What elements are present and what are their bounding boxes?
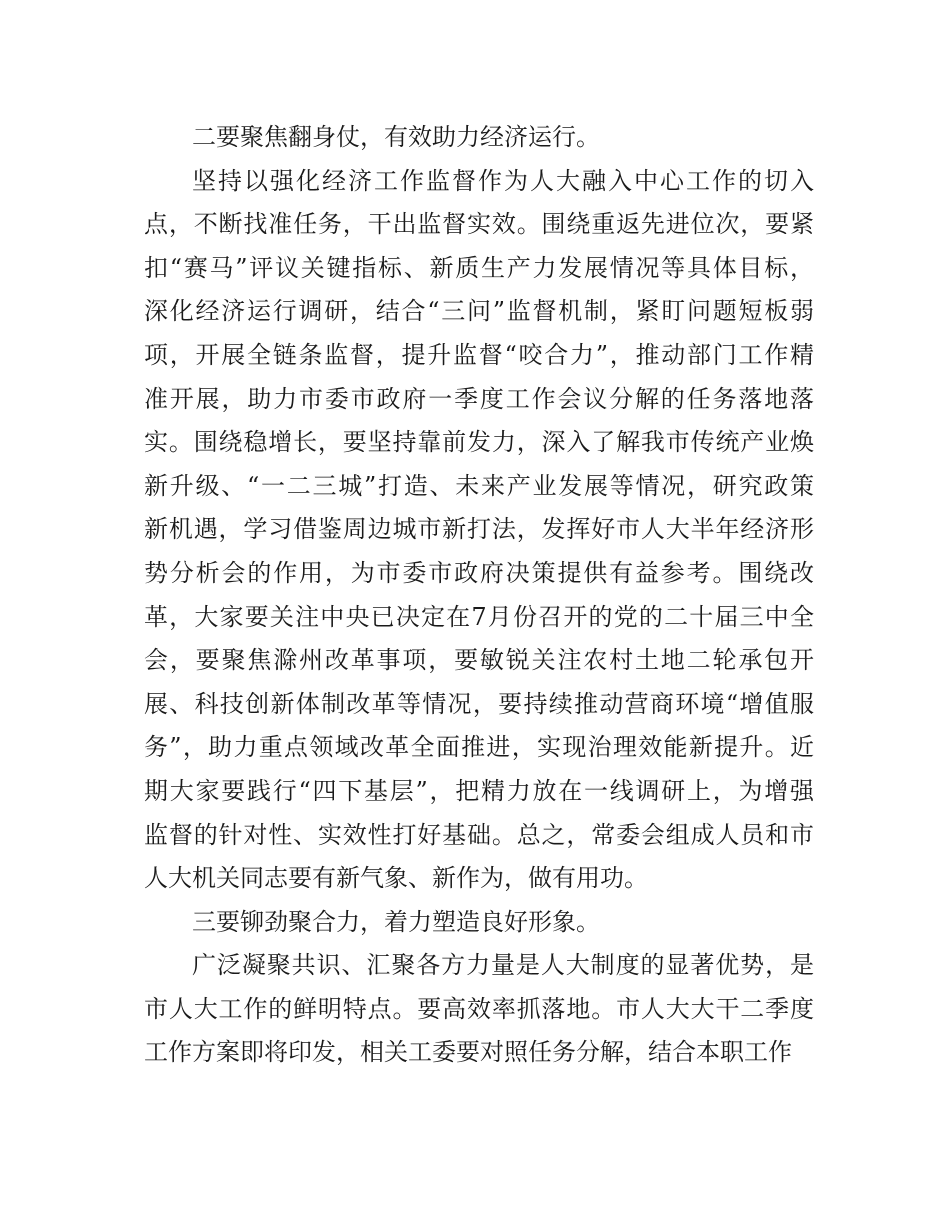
text-line: 革，大家要关注中央已决定在7月份召开的党的二十届三中全 [144, 602, 814, 631]
section-heading [144, 901, 814, 945]
body-paragraph [144, 160, 814, 901]
text-line: 展、科技创新体制改革等情况，要持续推动营商环境“增值服 [144, 689, 814, 718]
text-line: 监督的针对性、实效性打好基础。总之，常委会组成人员和市 [144, 820, 814, 849]
text-line: 期大家要践行“四下基层”，把精力放在一线调研上，为增强 [144, 776, 814, 805]
text-line: 二要聚焦翻身仗，有效助力经济运行。 [192, 123, 600, 151]
text-line: 扣“赛马”评议关键指标、新质生产力发展情况等具体目标， [144, 253, 814, 282]
text-line: 广泛凝聚共识、汇聚各方力量是人大制度的显著优势，是 [192, 951, 814, 980]
document-body [144, 116, 814, 1075]
text-line: 新机遇，学习借鉴周边城市新打法，发挥好市人大半年经济形 [144, 515, 814, 544]
text-line: 工作方案即将印发，相关工委要对照任务分解，结合本职工作 [144, 1038, 792, 1067]
text-line: 会，要聚焦滁州改革事项，要敏锐关注农村土地二轮承包开 [144, 646, 814, 675]
text-line: 新升级、“一二三城”打造、未来产业发展等情况，研究政策 [144, 471, 814, 500]
section-heading [144, 116, 814, 160]
text-line: 项，开展全链条监督，提升监督“咬合力”，推动部门工作精 [144, 340, 814, 369]
text-line: 深化经济运行调研，结合“三问”监督机制，紧盯问题短板弱 [144, 297, 814, 326]
text-line: 人大机关同志要有新气象、新作为，做有用功。 [144, 864, 648, 893]
text-line: 势分析会的作用，为市委市政府决策提供有益参考。围绕改 [144, 558, 814, 587]
text-line: 点，不断找准任务，干出监督实效。围绕重返先进位次，要紧 [144, 210, 814, 239]
text-line: 坚持以强化经济工作监督作为人大融入中心工作的切入 [192, 166, 814, 195]
text-line: 三要铆劲聚合力，着力塑造良好形象。 [192, 907, 600, 936]
text-line: 准开展，助力市委市政府一季度工作会议分解的任务落地落 [144, 384, 814, 413]
text-line: 市人大工作的鲜明特点。要高效率抓落地。市人大大干二季度 [144, 994, 814, 1023]
text-line: 实。围绕稳增长，要坚持靠前发力，深入了解我市传统产业焕 [144, 428, 814, 457]
body-paragraph [144, 944, 814, 1075]
text-line: 务”，助力重点领域改革全面推进，实现治理效能新提升。近 [144, 733, 814, 762]
